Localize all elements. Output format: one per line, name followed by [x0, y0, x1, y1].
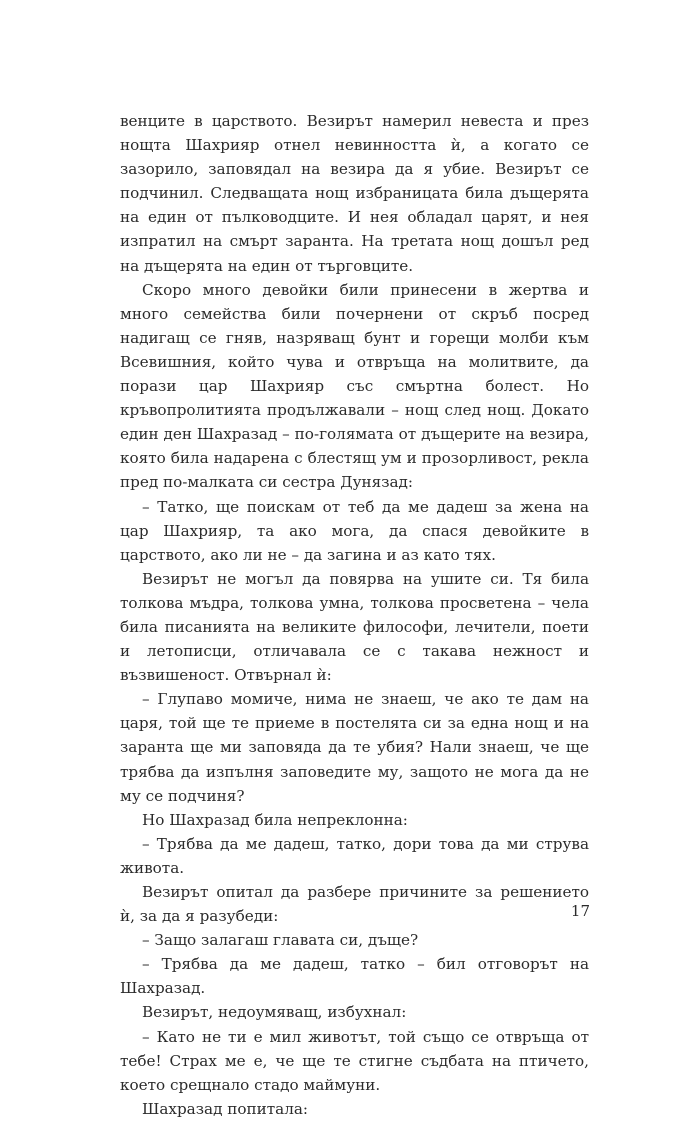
paragraph: – Защо залагаш главата си, дъще? — [142, 931, 419, 950]
paragraph: Везирът опитал да разбере причините за решението ѝ, за да я разубеди: — [120, 883, 589, 926]
body-text — [120, 109, 589, 1121]
paragraph: Шахразад попитала: — [142, 1099, 309, 1118]
paragraph: венците в царството. Везирът намерил невеста и през нощта Шахрияр отнел невинността ѝ, а когато се зазорило, заповядал на везира да я убие. Везирът се подчинил. Следващата нощ избраницата била дъщерята на един от пълководците. И нея обладал царят, и нея изпратил на смърт заранта. На третата нощ дошъл ред на дъщерята на един от търговците. — [120, 112, 589, 275]
paragraph: – Като не ти е мил животът, той също се отвръща от тебе! Страх ме е, че ще те стигне съдбата на птичето, което срещнало стадо маймуни. — [120, 1027, 589, 1094]
paragraph: Везирът, недоумяващ, избухнал: — [142, 1003, 407, 1022]
paragraph: – Трябва да ме дадеш, татко, дори това да ми струва живота. — [120, 834, 589, 877]
page-number: 17 — [570, 902, 590, 920]
paragraph: Скоро много девойки били принесени в жертва и много семейства били почернени от скръб посред надигащ се гняв, назряващ бунт и горещи молби към Всевишния, който чува и отвръща на молитвите, да порази цар Шахрияр със смъртна болест. Но кръвопролитията продължавали – нощ след нощ. Докато един ден Шахразад – по-голямата от дъщерите на везира, която била надарена с блестящ ум и прозорливост, рекла пред по-малката си сестра Дунязад: — [120, 280, 589, 492]
paragraph: Везирът не могъл да повярва на ушите си. Тя била толкова мъдра, толкова умна, толкова просветена – чела била писанията на великите философи, лечители, поети и летописци, отличавала се с такава нежност и възвишеност. Отвърнал ѝ: — [120, 569, 589, 685]
paragraph: – Трябва да ме дадеш, татко – бил отговорът на Шахразад. — [120, 955, 589, 998]
paragraph: – Татко, ще поискам от теб да ме дадеш за жена на цар Шахрияр, та ако мога, да спася девойките в царството, ако ли не – да загина и аз като тях. — [120, 497, 589, 564]
paragraph: Но Шахразад била непреклонна: — [142, 810, 408, 829]
paragraph: – Глупаво момиче, нима не знаеш, че ако те дам на царя, той ще те приеме в постелята си за една нощ и на заранта ще ми заповяда да те убия? Нали знаеш, че ще трябва да изпълня заповедите му, защото не мога да не му се подчиня? — [120, 690, 589, 805]
